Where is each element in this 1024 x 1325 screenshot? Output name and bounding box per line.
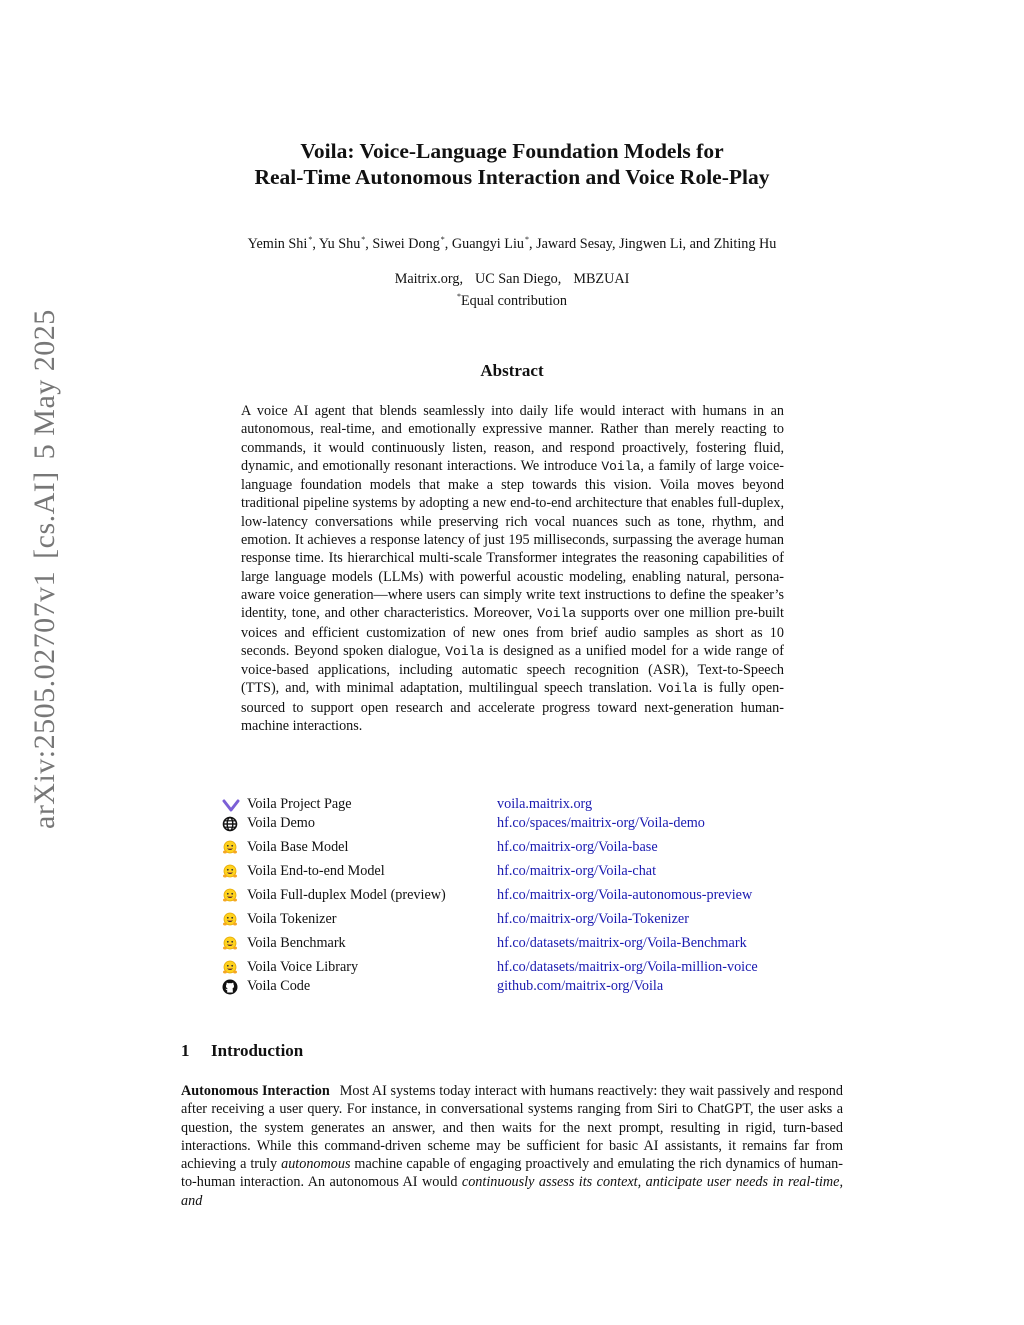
intro-text: Most AI systems today interact with humans reactively: they wait passively and respond after receiving a user query. For instance, in conversational systems ranging from Siri to ChatGPT, the user asks a question, the system generates an answer, and then waits for the next prompt, resulting in rigid, turn-based interactions. While this command-driven scheme may be sufficient for basic AI assistants, it remains far from achieving a truly bbox=[181, 1083, 843, 1173]
model-name-code: Voila bbox=[658, 681, 698, 697]
model-name-code: Voila bbox=[537, 606, 577, 622]
equal-contribution-mark: * bbox=[308, 235, 313, 244]
emphasis-text: continuously assess its context, anticipate user needs in real-time, and bbox=[181, 1174, 843, 1209]
arxiv-identifier-stamp bbox=[28, 309, 62, 835]
resource-link-row bbox=[222, 863, 842, 887]
affiliations bbox=[0, 270, 1024, 310]
equal-contribution-mark: * bbox=[440, 235, 445, 244]
author-name: Yemin Shi bbox=[247, 236, 308, 252]
intro-text: machine capable of engaging proactively and emulating the rich dynamics of human-to-human interaction. An autonomous AI would bbox=[181, 1156, 843, 1191]
resource-link-row bbox=[222, 959, 842, 978]
section-number: 1 bbox=[181, 1041, 190, 1060]
resource-url-link[interactable]: hf.co/maitrix-org/Voila-autonomous-preview bbox=[497, 887, 753, 903]
arxiv-id: arXiv:2505.02707v1 bbox=[28, 570, 61, 829]
resource-url-link[interactable]: hf.co/maitrix-org/Voila-Tokenizer bbox=[497, 911, 689, 927]
resource-label: Voila Tokenizer bbox=[247, 911, 337, 927]
affiliation-ucsd: UC San Diego, bbox=[475, 271, 562, 287]
author-name: Jaward Sesay bbox=[536, 236, 612, 252]
author-list: Yemin Shi*, Yu Shu*, Siwei Dong*, Guangyi Liu*, Jaward Sesay, Jingwen Li, and Zhiting Hu bbox=[247, 235, 777, 252]
hugging-face-icon bbox=[222, 864, 240, 880]
abstract-text: is fully open-sourced to support open research and accelerate progress toward next-generation human-machine interactions. bbox=[241, 680, 784, 735]
voila-logo-icon bbox=[222, 797, 240, 813]
resource-link-row bbox=[222, 978, 842, 1002]
resource-links bbox=[222, 796, 842, 1002]
resource-label: Voila Code bbox=[247, 978, 311, 994]
globe-icon bbox=[222, 816, 240, 832]
arxiv-date: 5 May 2025 bbox=[28, 309, 61, 460]
hugging-face-icon bbox=[222, 960, 240, 976]
abstract-text: A voice AI agent that blends seamlessly into daily life would interact with humans in an autonomous, real-time, and emotionally expressive manner. Rather than merely reacting to commands, it would continuously listen, reason, and respond proactively, fostering fluid, dynamic, and emotionally resonant interactions. We introduce bbox=[241, 403, 784, 474]
resource-link-row bbox=[222, 796, 842, 815]
author-name: Yu Shu bbox=[318, 236, 361, 252]
resource-label: Voila Benchmark bbox=[247, 935, 346, 951]
model-name-code: Voila bbox=[601, 458, 641, 474]
resource-url-link[interactable]: hf.co/datasets/maitrix-org/Voila-Benchmark bbox=[497, 935, 747, 951]
author-name: Jingwen Li bbox=[619, 236, 683, 252]
equal-contribution-mark: * bbox=[524, 235, 529, 244]
equal-contribution-note: *Equal contribution bbox=[457, 292, 567, 309]
introduction-paragraph bbox=[181, 1082, 843, 1210]
section-heading-introduction bbox=[181, 1041, 303, 1061]
equal-contribution-mark: * bbox=[361, 235, 366, 244]
resource-label: Voila Demo bbox=[247, 815, 315, 831]
model-name-code: Voila bbox=[445, 643, 485, 659]
resource-url-link[interactable]: hf.co/datasets/maitrix-org/Voila-million-voice bbox=[497, 959, 758, 975]
resource-link-row bbox=[222, 935, 842, 959]
resource-label: Voila Base Model bbox=[247, 839, 349, 855]
title-line-2: Real-Time Autonomous Interaction and Voice Role-Play bbox=[254, 165, 770, 189]
resource-url-link[interactable]: voila.maitrix.org bbox=[497, 796, 593, 812]
resource-link-row bbox=[222, 815, 842, 839]
abstract-text: is designed as a unified model for a wide range of voice-based applications, including automatic speech recognition (ASR), Text-to-Speech (TTS), and, with minimal adaptation, multilingual speech translation. bbox=[241, 642, 784, 697]
title-line-1: Voila: Voice-Language Foundation Models for bbox=[300, 139, 724, 163]
resource-label: Voila Project Page bbox=[247, 796, 352, 812]
author-name: Guangyi Liu bbox=[451, 236, 524, 252]
resource-label: Voila End-to-end Model bbox=[247, 863, 385, 879]
abstract-body bbox=[241, 402, 784, 735]
resource-url-link[interactable]: hf.co/maitrix-org/Voila-base bbox=[497, 839, 658, 855]
paper-title bbox=[0, 138, 1024, 190]
abstract-text: , a family of large voice-language foundation models that make a step towards this vision. Voila moves beyond traditional pipeline systems by adopting a new end-to-end architecture that enables full-duplex, low-latency conversations while preserving rich vocal nuances such as tone, rhythm, and emotion. It achieves a response latency of just 195 milliseconds, surpassing the average human response time. Its hierarchical multi-scale Transformer integrates the reasoning capabilities of large language models (LLMs) with powerful acoustic modeling, enabling natural, persona-aware voice generation—where users can simply write text instructions to define the speaker’s identity, tone, and other characteristics. Moreover, bbox=[241, 457, 784, 622]
resource-url-link[interactable]: github.com/maitrix-org/Voila bbox=[497, 978, 664, 994]
resource-link-row bbox=[222, 911, 842, 935]
resource-label: Voila Voice Library bbox=[247, 959, 359, 975]
resource-link-row bbox=[222, 839, 842, 863]
resource-url-link[interactable]: hf.co/maitrix-org/Voila-chat bbox=[497, 863, 657, 879]
author-name: Zhiting Hu bbox=[713, 236, 777, 252]
resource-link-row bbox=[222, 887, 842, 911]
hugging-face-icon bbox=[222, 936, 240, 952]
affiliation-maitrix: Maitrix.org, bbox=[394, 271, 464, 287]
abstract-heading: Abstract bbox=[480, 361, 544, 380]
paragraph-heading: Autonomous Interaction bbox=[181, 1083, 330, 1099]
github-icon bbox=[222, 979, 240, 995]
abstract-text: supports over one million pre-built voices and efficient customization of new ones from brief audio samples as short as 10 seconds. Beyond spoken dialogue, bbox=[241, 605, 784, 659]
hugging-face-icon bbox=[222, 840, 240, 856]
resource-label: Voila Full-duplex Model (preview) bbox=[247, 887, 446, 903]
affiliation-mbzuai: MBZUAI bbox=[573, 271, 630, 287]
arxiv-category: [cs.AI] bbox=[28, 471, 61, 559]
author-name: Siwei Dong bbox=[372, 236, 440, 252]
resource-url-link[interactable]: hf.co/spaces/maitrix-org/Voila-demo bbox=[497, 815, 705, 831]
hugging-face-icon bbox=[222, 888, 240, 904]
section-title: Introduction bbox=[211, 1041, 304, 1060]
emphasis-text: autonomous bbox=[281, 1156, 351, 1173]
hugging-face-icon bbox=[222, 912, 240, 928]
